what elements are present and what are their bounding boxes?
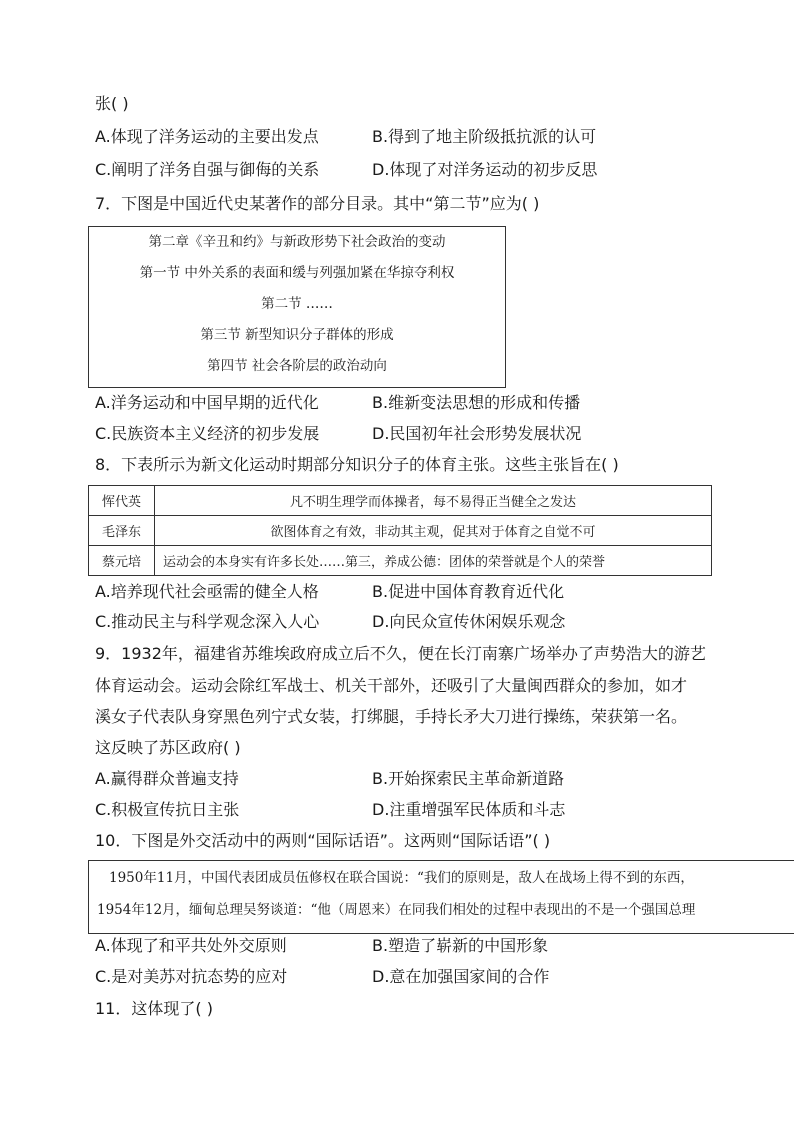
q7-stem: 7．下图是中国近代史某著作的部分目录。其中“第二节”应为( ) [95,194,540,213]
q8-option-b[interactable]: B.促进中国体育教育近代化 [372,582,565,601]
q7-table-of-contents [88,226,506,388]
table-row [89,486,712,516]
q10-option-a[interactable]: A.体现了和平共处外交原则 [95,936,287,955]
q7-option-c[interactable]: C.民族资本主义经济的初步发展 [95,424,320,443]
q10-quote-1: 1950年11月，中国代表团成员伍修权在联合国说：“我们的原则是，敌人在战场上得不到的东西， [109,870,694,886]
q10-option-d[interactable]: D.意在加强国家间的合作 [372,967,550,986]
q7-option-d[interactable]: D.民国初年社会形势发展状况 [372,424,582,443]
q9-stem-line-4: 这反映了苏区政府( ) [95,738,241,757]
table-row [89,546,712,576]
q7-option-b[interactable]: B.维新变法思想的形成和传播 [372,393,581,412]
q8-opinions-table [88,485,712,576]
q8-option-d[interactable]: D.向民众宣传休闲娱乐观念 [372,612,566,631]
q8-stem: 8．下表所示为新文化运动时期部分知识分子的体育主张。这些主张旨在( ) [95,455,619,474]
q11-stem: 11．这体现了( ) [95,999,213,1018]
q10-quote-2: 1954年12月，缅甸总理吴努谈道：“他（周恩来）在同我们相处的过程中表现出的不是一个强国总理 [97,902,696,918]
q9-option-b[interactable]: B.开始探索民主革命新道路 [372,769,565,788]
q7-toc-chapter: 第二章《辛丑和约》与新政形势下社会政治的变动 [148,234,446,250]
q6-option-d[interactable]: D.体现了对洋务运动的初步反思 [372,160,598,179]
q10-stem: 10．下图是外交活动中的两则“国际话语”。这两则“国际话语”( ) [95,831,551,850]
q6-option-b[interactable]: B.得到了地主阶级抵抗派的认可 [372,127,597,146]
q10-option-b[interactable]: B.塑造了崭新的中国形象 [372,936,549,955]
q6-stem-continuation: 张( ) [95,94,129,113]
table-cell-opinion: 欲图体育之有效，非动其主观，促其对于体育之自觉不可 [155,516,712,546]
q7-option-a[interactable]: A.洋务运动和中国早期的近代化 [95,393,319,412]
table-cell-opinion: 运动会的本身实有许多长处……第三，养成公德：团体的荣誉就是个人的荣誉 [155,546,712,576]
q9-option-d[interactable]: D.注重增强军民体质和斗志 [372,800,566,819]
q7-toc-section-3: 第三节 新型知识分子群体的形成 [200,327,394,343]
q8-option-c[interactable]: C.推动民主与科学观念深入人心 [95,612,320,631]
q6-option-c[interactable]: C.阐明了洋务自强与御侮的关系 [95,160,320,179]
q10-option-c[interactable]: C.是对美苏对抗态势的应对 [95,967,288,986]
q7-toc-section-1: 第一节 中外关系的表面和缓与列强加紧在华掠夺利权 [139,265,455,281]
q9-stem-line-2: 体育运动会。运动会除红军战士、机关干部外，还吸引了大量闽西群众的参加，如才 [95,676,688,695]
q7-toc-section-4: 第四节 社会各阶层的政治动向 [207,358,387,374]
q9-option-a[interactable]: A.赢得群众普遍支持 [95,769,239,788]
q8-option-a[interactable]: A.培养现代社会亟需的健全人格 [95,582,319,601]
table-row [89,516,712,546]
table-cell-person: 蔡元培 [89,546,155,576]
q9-stem-line-3: 溪女子代表队身穿黑色列宁式女装，打绑腿，手持长矛大刀进行操练，荣获第一名。 [95,707,688,726]
q7-toc-section-2: 第二节 …… [261,296,333,312]
table-cell-person: 毛泽东 [89,516,155,546]
table-cell-opinion: 凡不明生理学而体操者，每不易得正当健全之发达 [155,486,712,516]
q6-option-a[interactable]: A.体现了洋务运动的主要出发点 [95,127,319,146]
q9-stem-line-1: 9．1932年，福建省苏维埃政府成立后不久，便在长汀南寨广场举办了声势浩大的游艺 [95,644,706,663]
table-cell-person: 恽代英 [89,486,155,516]
q10-quotes-box [88,860,794,934]
q9-option-c[interactable]: C.积极宣传抗日主张 [95,800,240,819]
